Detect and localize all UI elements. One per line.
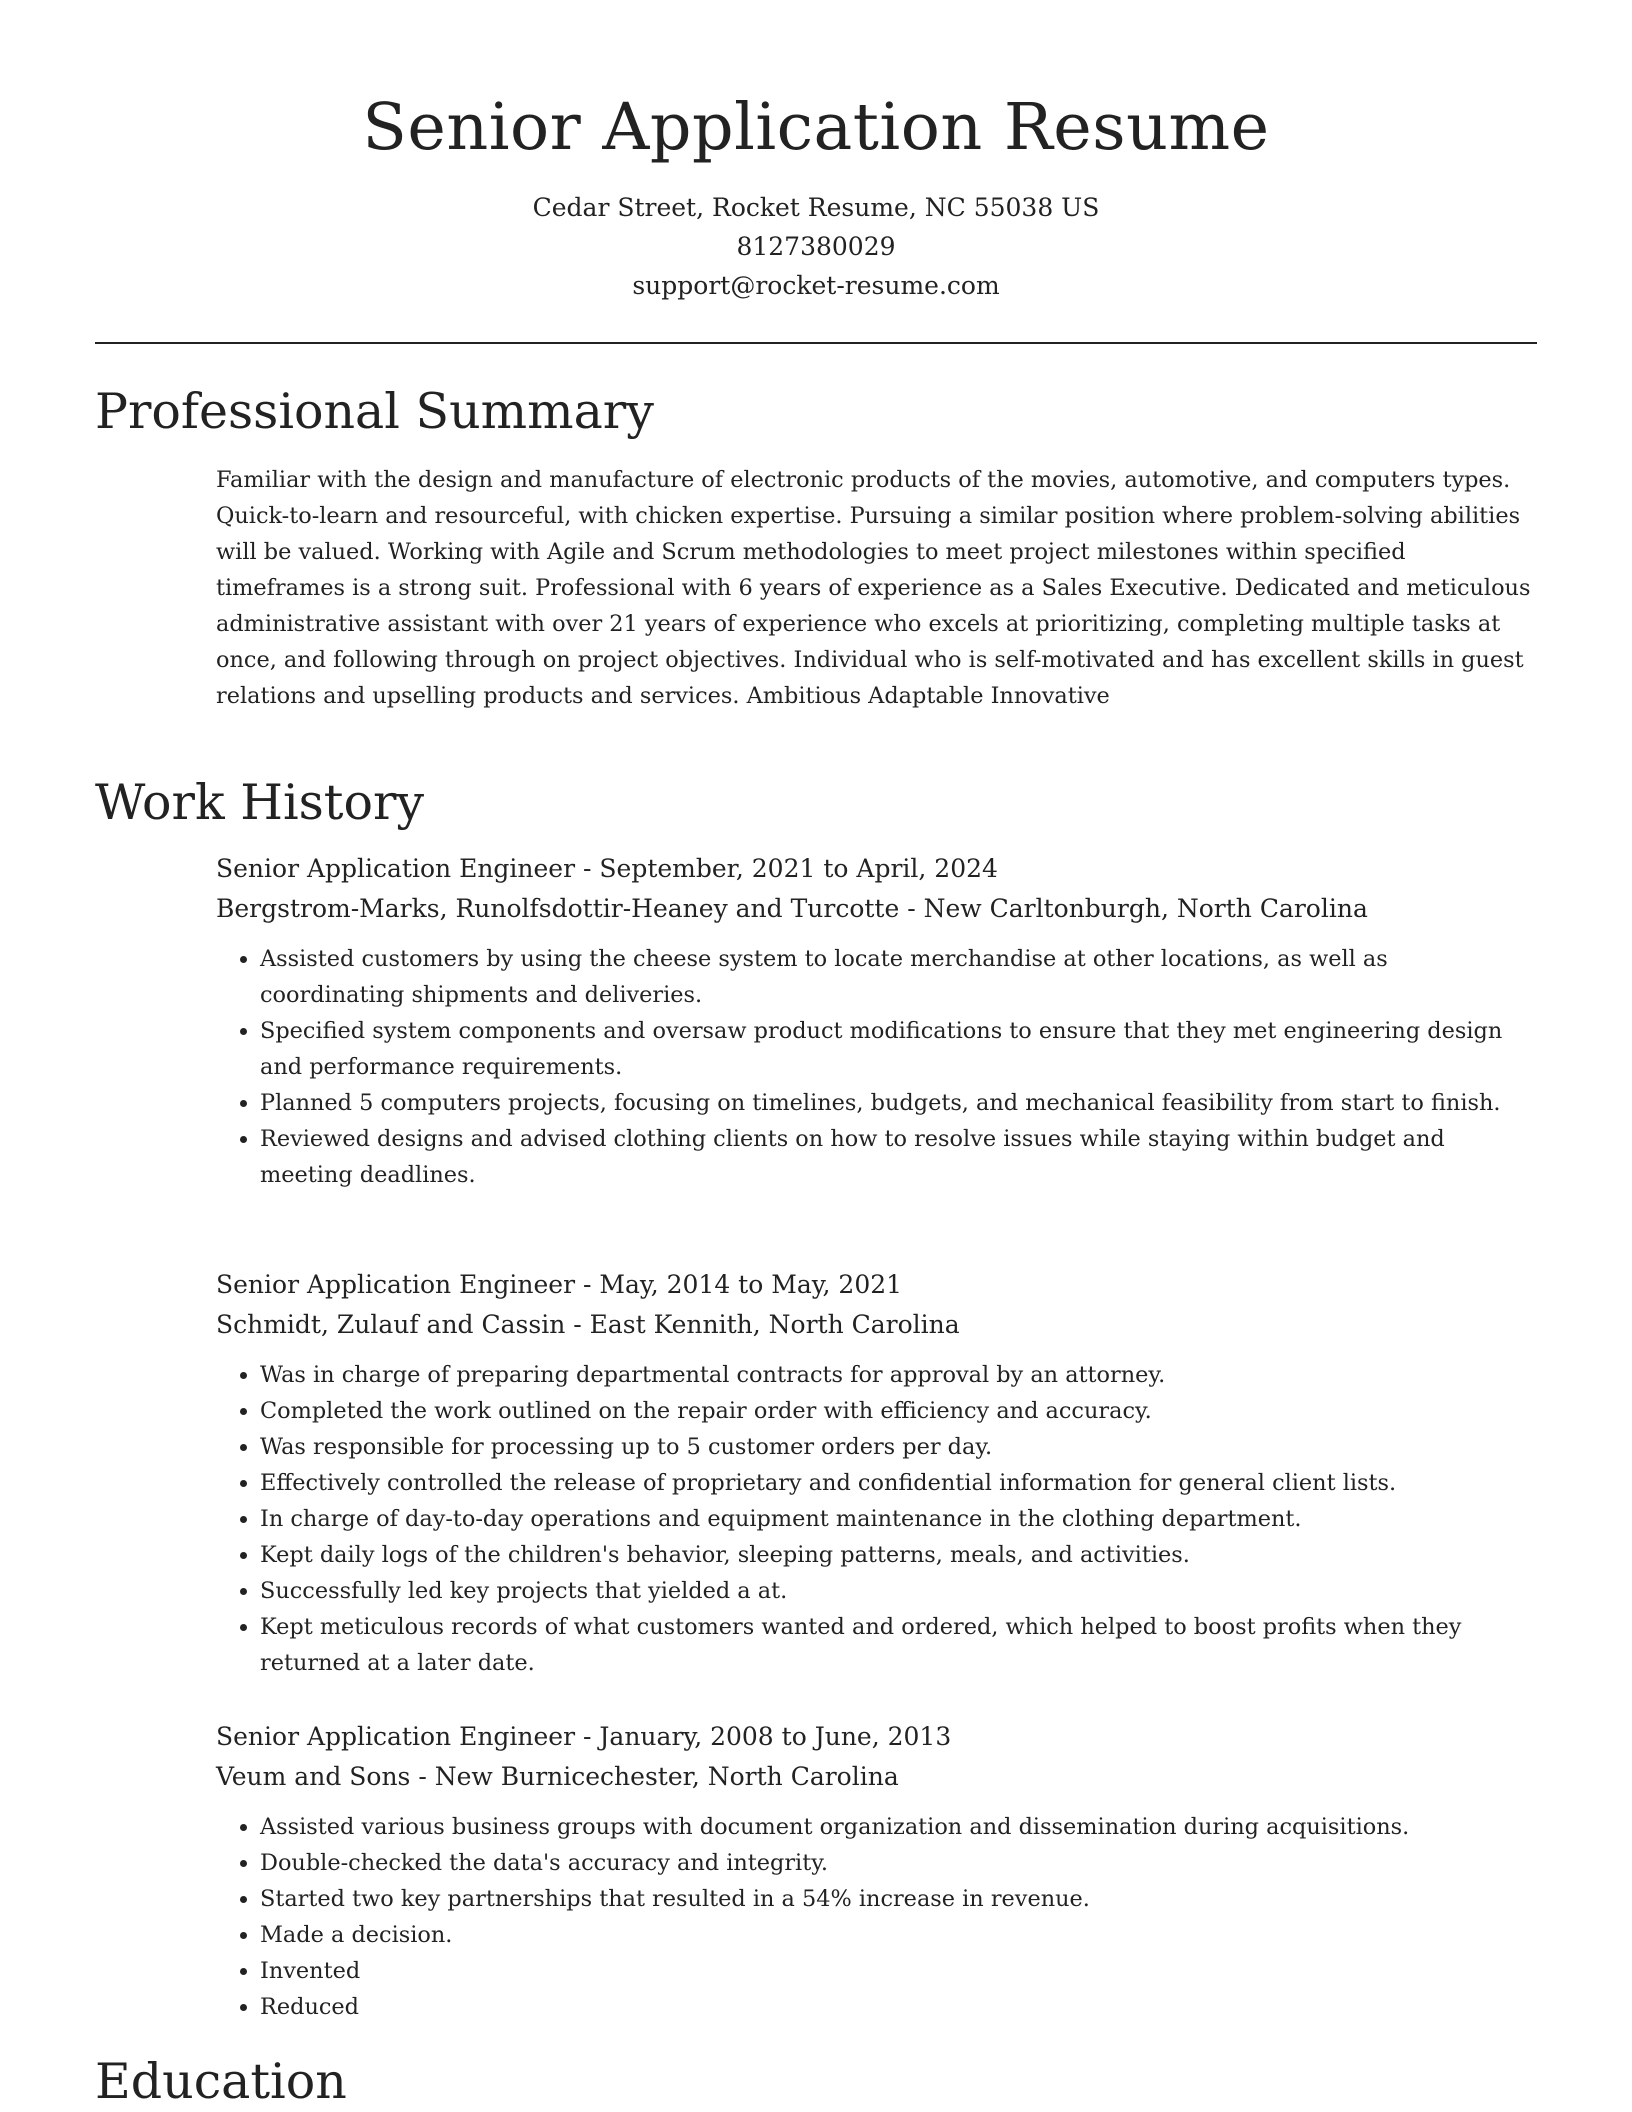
resume-header <box>0 0 1632 305</box>
job-entry <box>216 1265 1536 1681</box>
job-company: Bergstrom-Marks, Runolfsdottir-Heaney and Turcotte <box>216 894 900 923</box>
job-bullets <box>216 941 1536 1193</box>
job-company-line <box>216 1757 1536 1797</box>
job-company: Veum and Sons <box>216 1762 411 1791</box>
job-bullet: • Assisted various business groups with document organization and dissemination during acquisitions. <box>260 1809 1536 1845</box>
job-company-line <box>216 889 1536 929</box>
job-dates: May, 2014 to May, 2021 <box>599 1270 903 1299</box>
job-title-line <box>216 1265 1536 1305</box>
job-separator: - <box>575 854 600 883</box>
job-bullet: • Assisted customers by using the cheese system to locate merchandise at other locations, as well as coordinating shipments and deliveries. <box>260 941 1536 1013</box>
job-location: New Burnicechester, North Carolina <box>434 1762 899 1791</box>
job-title: Senior Application Engineer <box>216 1270 576 1299</box>
job-bullet: • Reduced <box>260 1989 1536 2025</box>
job-bullet: • Was responsible for processing up to 5 customer orders per day. <box>260 1429 1536 1465</box>
job-bullet: • Effectively controlled the release of proprietary and confidential information for general client lists. <box>260 1465 1536 1501</box>
job-dates: January, 2008 to June, 2013 <box>599 1722 952 1751</box>
job-bullet: • Kept meticulous records of what customers wanted and ordered, which helped to boost profits when they returned at a later date. <box>260 1609 1536 1681</box>
header-divider <box>95 342 1537 344</box>
job-title-line <box>216 1717 1536 1757</box>
job-bullet: • Started two key partnerships that resulted in a 54% increase in revenue. <box>260 1881 1536 1917</box>
job-bullet: • In charge of day-to-day operations and equipment maintenance in the clothing department. <box>260 1501 1536 1537</box>
job-separator: - <box>575 1722 600 1751</box>
job-bullet: • Planned 5 computers projects, focusing on timelines, budgets, and mechanical feasibility from start to finish. <box>260 1085 1536 1121</box>
job-entry <box>216 1717 1536 2025</box>
job-separator: - <box>575 1270 600 1299</box>
job-separator: - <box>899 894 924 923</box>
job-bullets <box>216 1809 1536 2025</box>
job-bullet: • Kept daily logs of the children's behavior, sleeping patterns, meals, and activities. <box>260 1537 1536 1573</box>
contact-address: Cedar Street, Rocket Resume, NC 55038 US <box>532 193 1100 222</box>
job-bullet: • Specified system components and oversaw product modifications to ensure that they met engineering design and performance requirements. <box>260 1013 1536 1085</box>
job-separator: - <box>565 1310 590 1339</box>
job-separator: - <box>410 1762 435 1791</box>
job-bullets <box>216 1357 1536 1681</box>
contact-email: support@rocket-resume.com <box>632 271 1000 300</box>
job-company: Schmidt, Zulauf and Cassin <box>216 1310 566 1339</box>
job-title: Senior Application Engineer <box>216 1722 576 1751</box>
contact-phone: 8127380029 <box>736 232 896 261</box>
job-location: East Kennith, North Carolina <box>589 1310 960 1339</box>
job-bullet: • Double-checked the data's accuracy and integrity. <box>260 1845 1536 1881</box>
education-heading: Education <box>95 2053 347 2110</box>
job-bullet: • Invented <box>260 1953 1536 1989</box>
job-bullet: • Completed the work outlined on the repair order with efficiency and accuracy. <box>260 1393 1536 1429</box>
job-dates: September, 2021 to April, 2024 <box>599 854 998 883</box>
job-company-line <box>216 1305 1536 1345</box>
contact-block <box>0 188 1632 305</box>
job-title-line <box>216 849 1536 889</box>
job-bullet: • Reviewed designs and advised clothing clients on how to resolve issues while staying within budget and meeting deadlines. <box>260 1121 1536 1193</box>
job-title: Senior Application Engineer <box>216 854 576 883</box>
summary-heading: Professional Summary <box>95 383 654 440</box>
resume-title: Senior Application Resume <box>362 90 1270 165</box>
work-history-heading: Work History <box>95 774 425 831</box>
job-bullet: • Made a decision. <box>260 1917 1536 1953</box>
job-location: New Carltonburgh, North Carolina <box>923 894 1368 923</box>
job-bullet: • Successfully led key projects that yielded a at. <box>260 1573 1536 1609</box>
job-entry <box>216 849 1536 1193</box>
summary-text: Familiar with the design and manufacture of electronic products of the movies, automotive, and computers types. Quick-to-learn and resourceful, with chicken expertise. Pursuing a similar position where problem-solving abilities will be valued. Working with Agile and Scrum methodologies to meet project milestones within specified timeframes is a strong suit. Professional with 6 years of experience as a Sales Executive. Dedicated and meticulous administrative assistant with over 21 years of experience who excels at prioritizing, completing multiple tasks at once, and following through on project objectives. Individual who is self-motivated and has excellent skills in guest relations and upselling products and services. Ambitious Adaptable Innovative <box>216 467 1531 709</box>
job-bullet: • Was in charge of preparing departmental contracts for approval by an attorney. <box>260 1357 1536 1393</box>
